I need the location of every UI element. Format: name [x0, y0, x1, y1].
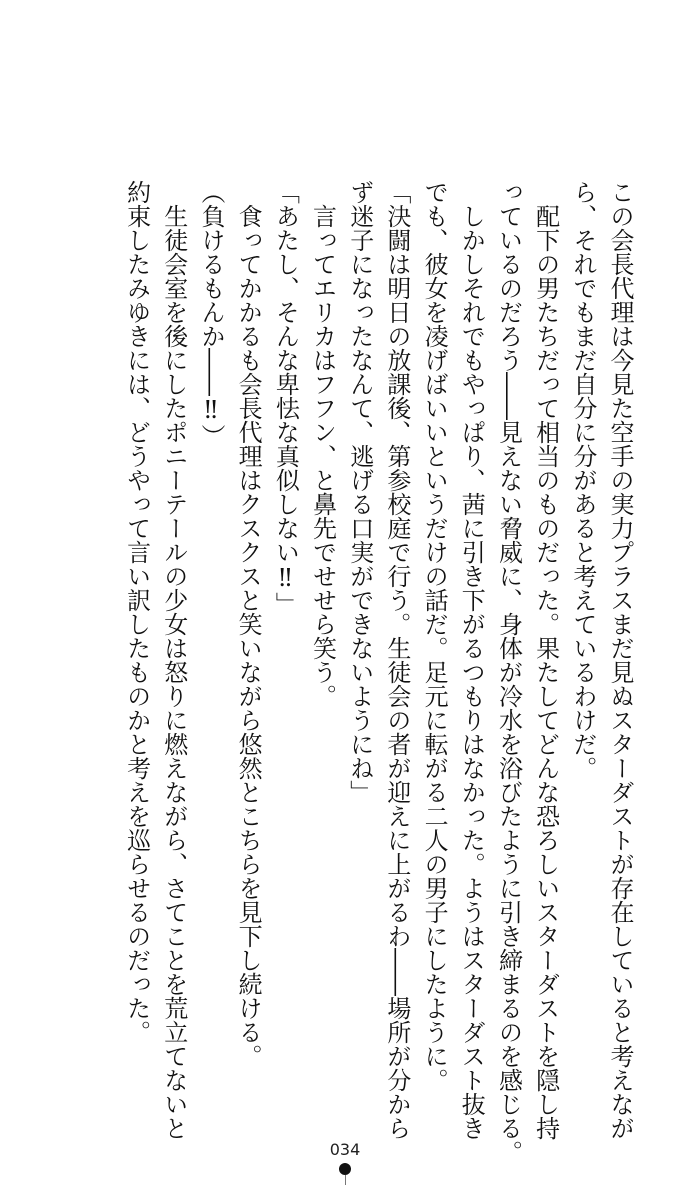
text-line: 約束したみゆきには、どうやって言い訳したものかと考えを巡らせるのだった。 — [122, 180, 151, 1044]
text-line: 「あたし、そんな卑怯な真似しない‼」 — [271, 180, 300, 616]
text-line: ず迷子になったなんて、逃げる口実ができないようにね」 — [345, 180, 374, 804]
text-line: 「決闘は明日の放課後、第参校庭で行う。生徒会の者が迎えに上がるわ――場所が分から — [382, 180, 411, 1140]
page-marker-dot-icon — [339, 1163, 351, 1175]
text-line: っているのだろう――見えない脅威に、身体が冷水を浴びたように引き締まるのを感じる。 — [494, 180, 523, 1164]
text-line: （負けるもんか――‼） — [196, 180, 225, 448]
page-marker-line — [345, 1175, 346, 1185]
text-line: ら、それでもまだ自分に分があると考えているわけだ。 — [568, 180, 597, 780]
text-line: しかしそれでもやっぱり、茜に引き下がるつもりはなかった。ようはスターダスト抜き — [457, 180, 486, 1140]
text-line: 配下の男たちだって相当のものだった。果たしてどんな恐ろしいスターダストを隠し持 — [531, 180, 560, 1140]
text-line: 言ってエリカはフフン、と鼻先でせせら笑う。 — [308, 180, 337, 708]
text-line: 食ってかかるも会長代理はクスクスと笑いながら悠然とこちらを見下し続ける。 — [234, 180, 263, 1068]
text-line: この会長代理は今見た空手の実力プラスまだ見ぬスターダストが存在していると考えなが — [606, 180, 634, 1140]
text-line: でも、彼女を凌げばいいというだけの話だ。足元に転がる二人の男子にしたように。 — [420, 180, 449, 1092]
text-line: 生徒会室を後にしたポニーテールの少女は怒りに燃えながら、さてことを荒立てないと — [159, 180, 188, 1140]
page-number: 034 — [329, 1140, 361, 1159]
